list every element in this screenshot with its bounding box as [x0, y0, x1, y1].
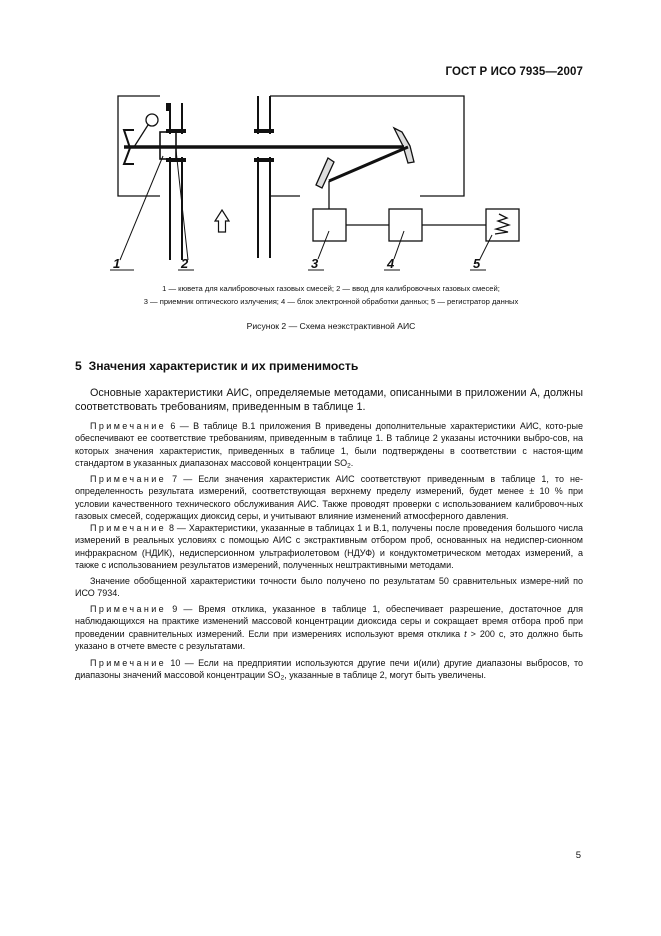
- source-lamp: [146, 114, 158, 126]
- marker-1: 1: [113, 256, 121, 271]
- figure-caption: Рисунок 2 — Схема неэкстрактивной АИС: [246, 321, 416, 331]
- note-label: Примечание: [90, 421, 167, 431]
- page-number: 5: [575, 850, 581, 861]
- figure-legend-line-1: 1 — кювета для калибровочных газовых смесей; 2 — ввод для калибровочных газовых смесей;: [162, 284, 500, 293]
- note-label: Примечание: [90, 604, 167, 614]
- marker-3: 3: [311, 256, 319, 271]
- figure-legend-line-2: 3 — приемник оптического излучения; 4 — блок электронной обработки данных; 5 — регистратор данных: [143, 297, 519, 306]
- section-lead-paragraph: Основные характеристики АИС, определяемые методами, описанными в приложении А, должны соответствовать требованиям, приведенным в таблице 1.: [75, 387, 583, 413]
- processing-box: [389, 209, 422, 241]
- deflector-mirror: [316, 158, 334, 188]
- note-10: Примечание 10 — Если на предприятии используются другие печи и(или) другие диапазоны выбросов, то диапазоны значений массовой концентрации $SO_2$, указанные в таблице 2, могут быть увеличены.: [75, 658, 583, 682]
- note-number: 6: [170, 421, 176, 431]
- section-title: Значения характеристик и их применимость: [88, 359, 359, 373]
- document-header: ГОСТ Р ИСО 7935—2007: [445, 66, 583, 78]
- note-number: 8: [169, 523, 175, 533]
- note-number: 9: [172, 604, 178, 614]
- note-label: Примечание: [90, 523, 167, 533]
- figure-2-diagram: [0, 0, 661, 300]
- note-number: 7: [172, 474, 178, 484]
- detector-box: [313, 209, 346, 241]
- note-number: 10: [170, 658, 181, 668]
- note-label: Примечание: [90, 658, 167, 668]
- note-6: Примечание 6 — В таблице В.1 приложения В приведены дополнительные характеристики АИС, кото-рые обеспечивают ее соответствие требованиям, приведенным в таблице 1. В таблице 2 указаны источники выбро-сов, на которых значения характеристик, приведенных в таблице 1, были подтверждены в соответствии с настоя-щим стандартом в указанных диапазонах массовой концентрации $SO_2$.: [75, 421, 583, 470]
- note-8-extra: Значение обобщенной характеристики точности было получено по результатам 50 сравнительных измере-ний по ИСО 7934.: [75, 576, 583, 599]
- gas-flow-arrow: [215, 210, 229, 232]
- note-label: Примечание: [90, 474, 167, 484]
- section-heading: [75, 359, 358, 373]
- note-9: Примечание 9 — Время отклика, указанное в таблице 1, обеспечивает разрешение, достаточное для наблюдающихся на практике изменений массовой концентрации диоксида серы и сокращает время отбора проб при проведении сравнительных измерений. Если при измерениях используют время отклика t > 200 с, это должно быть указано в отчете вместе с результатами.: [75, 604, 583, 652]
- marker-2: 2: [181, 256, 189, 271]
- note-7: Примечание 7 — Если значения характеристик АИС соответствуют приведенным в таблице 1, то не-определенность результата измерений, соответствующая верхнему пределу измерений, будет менее ± 10 % при условии качественного технического обслуживания АИС. Также проводят проверки с использованием калибровоч-ных газовых смесей, содержащих диоксид серы, и учитывают влияние изменений атмосферного давления.: [75, 474, 583, 522]
- note-8: Примечание 8 — Характеристики, указанные в таблицах 1 и В.1, получены после проведения большого числа измерений в реальных условиях с помощью АИС с экстрактивным отбором проб, основанных на недиспер-сионном инфракрасном (НДИК), недисперсионном ультрафиолетовом (НДУФ) и кондуктометрическом методах измерений, а также с использованием результатов измерений, полученных нештрактивными методами.: [75, 523, 583, 571]
- recorder-trace: [495, 214, 509, 234]
- marker-4: 4: [387, 256, 395, 271]
- marker-5: 5: [473, 256, 481, 271]
- section-number: 5: [75, 359, 82, 373]
